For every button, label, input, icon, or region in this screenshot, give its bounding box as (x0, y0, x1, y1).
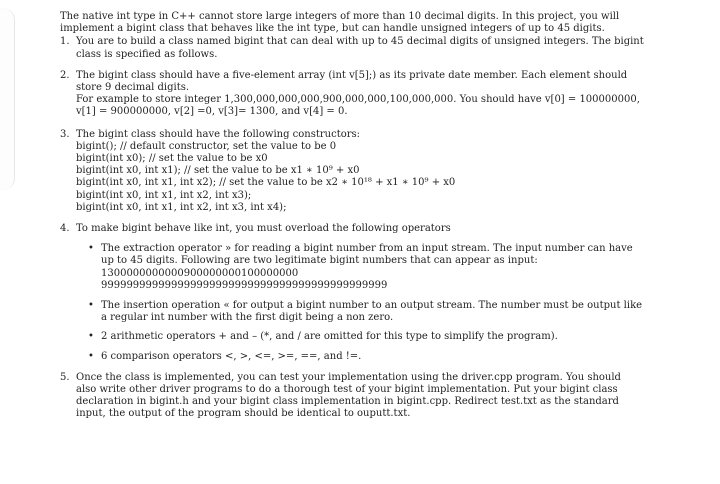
list-item-2 (60, 70, 644, 119)
item-number: 2. (60, 69, 70, 81)
bullet-dot-icon: • (88, 350, 94, 362)
requirements-list (60, 36, 644, 420)
document-body (60, 11, 644, 421)
bullet-text: 2 arithmetic operators + and – (*, and / are omitted for this type to simplify the program). (101, 331, 558, 343)
item-number: 3. (60, 128, 70, 140)
list-item-1 (60, 36, 644, 60)
bullet-dot-icon: • (88, 331, 94, 343)
item-example: For example to store integer 1,300,000,000,000,900,000,000,100,000,000. You should have v[0] = 100000000, v[1] = 900000000, v[2] =0, v[3]= 1300, and v[4] = 0. (76, 94, 640, 118)
bullet-item (76, 243, 644, 292)
intro-paragraph: The native int type in C++ cannot store large integers of more than 10 decimal digits. In this project, you will implement a bigint class that behaves like the int type, but can handle unsigned integers of up to 45 digits. (60, 11, 620, 35)
bullet-item (76, 331, 644, 343)
input-example: 1300000000000900000000100000000 (101, 267, 299, 279)
bullet-dot-icon: • (88, 243, 94, 255)
constructor-line: bigint(int x0, int x1, int x2, int x3, int x4); (76, 201, 287, 213)
constructor-line: bigint(int x0, int x1, int x2); // set the value to be x2 ∗ 10¹⁸ + x1 ∗ 10⁹ + x0 (76, 177, 456, 189)
bullet-dot-icon: • (88, 300, 94, 312)
constructor-line: bigint(int x0, int x1, int x2, int x3); (76, 189, 252, 201)
bullet-text: 6 comparison operators <, >, <=, >=, ==, and !=. (101, 350, 362, 362)
left-panel-edge (0, 8, 15, 190)
item-text: Once the class is implemented, you can test your implementation using the driver.cpp program. You should also write other driver programs to do a thorough test of your bigint implementation. Put your bigint class declaration in bigint.h and your bigint class implementation in bigint.cpp. Redirect test.txt as the standard input, the output of the program should be identical to ouputt.txt. (76, 371, 621, 420)
item-text: The bigint class should have the following constructors: (76, 128, 361, 140)
item-number: 1. (60, 36, 70, 48)
list-item-4 (60, 223, 644, 363)
constructor-line: bigint(); // default constructor, set the value to be 0 (76, 140, 337, 152)
constructor-line: bigint(int x0, int x1); // set the value to be x1 ∗ 10⁹ + x0 (76, 165, 360, 177)
item-text: The bigint class should have a five-element array (int v[5];) as its private date member. Each element should store 9 decimal digits. (76, 69, 628, 94)
bullet-text: The extraction operator » for reading a bigint number from an input stream. The input number can have up to 45 digits. Following are two legitimate bigint numbers that can appear as input: (101, 243, 633, 267)
bullet-text: The insertion operation « for output a bigint number to an output stream. The number must be output like a regular int number with the first digit being a non zero. (101, 300, 643, 324)
item-number: 5. (60, 371, 70, 383)
list-item-3 (60, 129, 644, 214)
constructor-line: bigint(int x0); // set the value to be x0 (76, 153, 268, 165)
input-example: 999999999999999999999999999999999999999999999 (101, 279, 388, 291)
bullet-item (76, 351, 644, 363)
operator-bullet-list (76, 243, 644, 363)
list-item-5 (60, 372, 644, 421)
item-text: To make bigint behave like int, you must overload the following operators (76, 223, 451, 235)
bullet-item (76, 300, 644, 324)
item-text: You are to build a class named bigint that can deal with up to 45 decimal digits of unsigned integers. The bigint class is specified as follows. (76, 36, 644, 60)
item-number: 4. (60, 223, 70, 235)
